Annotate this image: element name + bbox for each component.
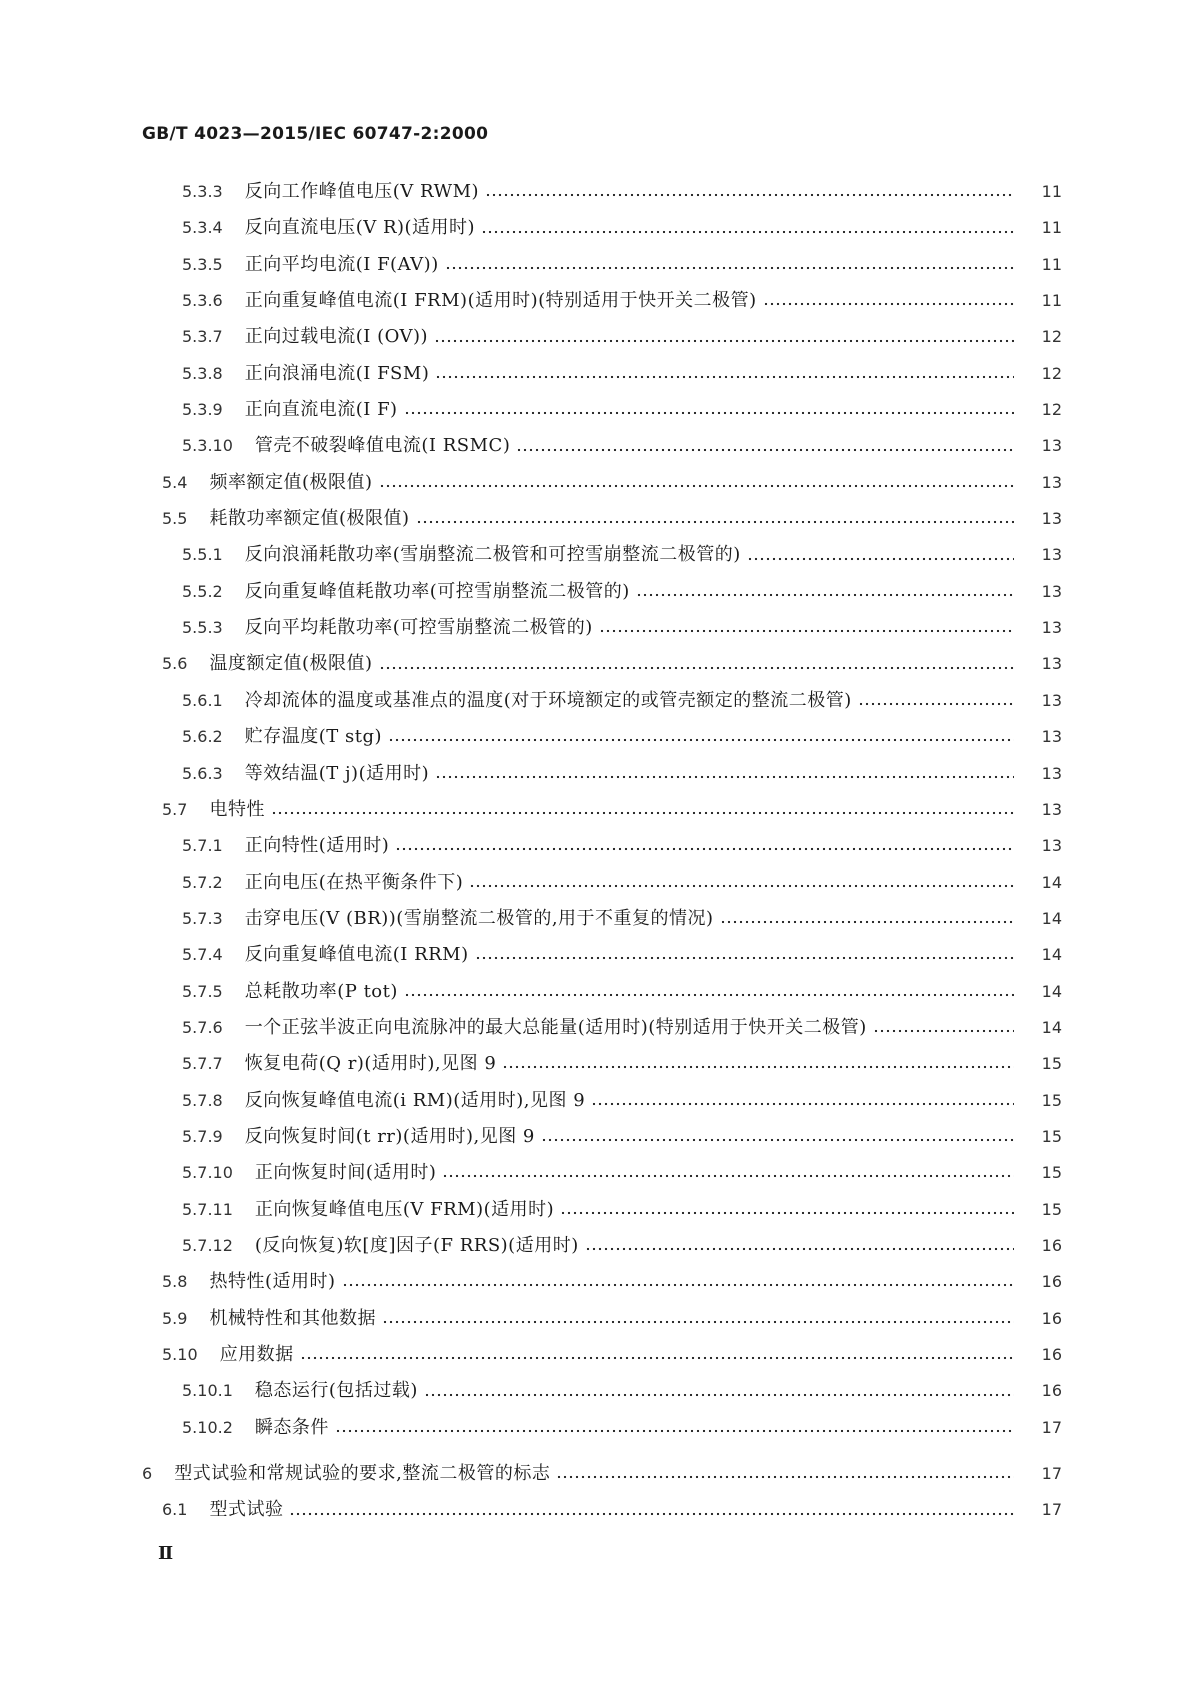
page-number-footer: Ⅱ (158, 1543, 174, 1564)
toc-entry-page: 13 (1041, 799, 1062, 819)
toc-entry-number: 5.5.2 (182, 581, 223, 601)
toc-entry-page: 16 (1041, 1381, 1062, 1401)
toc-entry-number: 5.3.3 (182, 182, 223, 201)
toc-entry[interactable] (0, 1410, 1191, 1446)
toc-entry[interactable] (0, 174, 1191, 210)
toc-entry-page: 11 (1041, 291, 1062, 311)
toc-entry-page: 12 (1041, 363, 1062, 383)
toc-entry-number: 5.7.9 (182, 1126, 223, 1146)
dot-leader (469, 884, 1014, 888)
toc-entry-number: 5.10.1 (182, 1381, 233, 1401)
toc-entry-number: 5.7.5 (182, 981, 223, 1001)
toc-entry-title: 击穿电压(V (BR))(雪崩整流二极管的,用于不重复的情况) (244, 907, 714, 929)
toc-entry-title: 热特性(适用时) (209, 1271, 336, 1293)
toc-entry-title: 频率额定值(极限值) (209, 471, 373, 493)
toc-entry-title: 反向平均耗散功率(可控雪崩整流二极管的) (244, 617, 593, 639)
dot-leader (335, 1429, 1014, 1433)
dot-leader (435, 375, 1014, 379)
toc-entry-number: 5.8 (162, 1272, 188, 1292)
toc-entry-number: 5.10 (162, 1345, 198, 1364)
toc-entry-page: 13 (1041, 836, 1062, 856)
toc-entry-title: 冷却流体的温度或基准点的温度(对于环境额定的或管壳额定的整流二极管) (244, 689, 852, 711)
toc-entry[interactable] (0, 247, 1191, 283)
toc-entry[interactable] (0, 828, 1191, 864)
table-of-contents (0, 174, 1191, 1529)
toc-entry[interactable] (0, 1264, 1191, 1300)
toc-entry-number: 5.4 (162, 472, 188, 492)
toc-entry-page: 16 (1041, 1272, 1062, 1292)
toc-entry-number: 5.3.6 (182, 291, 223, 311)
toc-entry-page: 13 (1041, 763, 1062, 783)
toc-entry-number: 5.3.7 (182, 327, 223, 347)
toc-entry[interactable] (0, 610, 1191, 646)
document-code-header: GB/T 4023—2015/IEC 60747-2:2000 (142, 124, 489, 144)
toc-entry-number: 5.6 (162, 654, 188, 674)
toc-entry-number: 5.3.10 (182, 436, 233, 456)
toc-entry[interactable] (0, 428, 1191, 464)
toc-entry[interactable] (0, 1010, 1191, 1046)
toc-entry-title: 正向恢复峰值电压(V FRM)(适用时) (254, 1198, 555, 1220)
toc-entry-number: 5.7.6 (182, 1017, 223, 1037)
toc-entry[interactable] (0, 1228, 1191, 1264)
toc-entry-number: 5.7.12 (182, 1235, 233, 1255)
toc-entry[interactable] (0, 1337, 1191, 1373)
toc-entry-page: 15 (1041, 1199, 1062, 1219)
dot-leader (591, 1102, 1014, 1106)
toc-entry[interactable] (0, 683, 1191, 719)
toc-entry-page: 15 (1041, 1054, 1062, 1074)
toc-entry-number: 5.5 (162, 509, 188, 529)
toc-entry-number: 5.7.4 (182, 945, 223, 965)
dot-leader (516, 448, 1014, 452)
toc-entry-title: 反向浪涌耗散功率(雪崩整流二极管和可控雪崩整流二极管的) (244, 544, 741, 566)
toc-entry-title: 正向电压(在热平衡条件下) (244, 871, 464, 893)
toc-entry-number: 5.5.1 (182, 545, 223, 565)
toc-entry[interactable] (0, 646, 1191, 682)
toc-entry[interactable] (0, 319, 1191, 355)
toc-entry[interactable] (0, 974, 1191, 1010)
toc-entry-title: 正向过载电流(I (OV)) (244, 326, 429, 348)
dot-leader (485, 193, 1014, 197)
dot-leader (720, 920, 1014, 924)
toc-entry-number: 5.9 (162, 1308, 188, 1328)
toc-entry-number: 5.6.3 (182, 763, 223, 783)
toc-entry-number: 5.7.1 (182, 836, 223, 856)
toc-entry-title: 耗散功率额定值(极限值) (209, 508, 410, 530)
toc-entry[interactable] (0, 865, 1191, 901)
toc-entry-title: 反向工作峰值电压(V RWM) (244, 181, 480, 202)
toc-entry-number: 5.7.11 (182, 1199, 233, 1219)
toc-entry-page: 14 (1041, 981, 1062, 1001)
toc-entry-page: 14 (1041, 908, 1062, 928)
dot-leader (585, 1247, 1014, 1251)
toc-entry-title: 反向直流电压(V R)(适用时) (244, 217, 476, 239)
toc-entry[interactable] (0, 1373, 1191, 1409)
dot-leader (502, 1065, 1014, 1069)
toc-entry[interactable] (0, 1083, 1191, 1119)
toc-entry-page: 15 (1041, 1126, 1062, 1146)
toc-entry-number: 5.3.5 (182, 254, 223, 274)
dot-leader (763, 302, 1014, 306)
toc-entry-title: 一个正弦半波正向电流脉冲的最大总能量(适用时)(特别适用于快开关二极管) (244, 1016, 867, 1038)
toc-entry[interactable] (0, 356, 1191, 392)
toc-entry-title: 反向恢复时间(t rr)(适用时),见图 9 (244, 1125, 535, 1147)
toc-entry-number: 5.7.10 (182, 1163, 233, 1183)
dot-leader (442, 1174, 1014, 1178)
toc-entry-number: 6.1 (162, 1500, 188, 1520)
dot-leader (434, 339, 1014, 343)
toc-entry[interactable] (0, 283, 1191, 319)
dot-leader (560, 1211, 1014, 1215)
toc-entry-page: 12 (1041, 400, 1062, 420)
dot-leader (873, 1029, 1014, 1033)
toc-entry-title: 总耗散功率(P tot) (244, 980, 398, 1002)
dot-leader (636, 593, 1014, 597)
toc-entry[interactable] (0, 537, 1191, 573)
dot-leader (541, 1138, 1014, 1142)
toc-entry[interactable] (0, 1492, 1191, 1528)
toc-entry-page: 14 (1041, 872, 1062, 892)
toc-entry-number: 5.7.2 (182, 872, 223, 892)
toc-entry-page: 11 (1041, 254, 1062, 274)
dot-leader (379, 484, 1015, 488)
toc-entry-number: 5.6.1 (182, 690, 223, 710)
toc-entry-title: 型式试验 (209, 1499, 284, 1521)
dot-leader (475, 956, 1014, 960)
toc-entry-number: 5.3.4 (182, 218, 223, 238)
toc-entry[interactable] (0, 1456, 1191, 1492)
toc-entry[interactable] (0, 210, 1191, 246)
toc-entry-title: 正向平均电流(I F(AV)) (244, 253, 439, 275)
toc-entry[interactable] (0, 465, 1191, 501)
dot-leader (382, 1320, 1014, 1324)
toc-entry-page: 12 (1041, 327, 1062, 347)
toc-entry[interactable] (0, 1301, 1191, 1337)
toc-entry[interactable] (0, 392, 1191, 428)
toc-entry-title: 温度额定值(极限值) (209, 653, 373, 675)
toc-entry-title: 型式试验和常规试验的要求,整流二极管的标志 (174, 1463, 551, 1485)
toc-entry-number: 5.10.2 (182, 1417, 233, 1437)
toc-entry-title: 反向重复峰值耗散功率(可控雪崩整流二极管的) (244, 580, 630, 602)
toc-entry-page: 11 (1041, 218, 1062, 238)
toc-entry-page: 16 (1041, 1308, 1062, 1328)
toc-entry-page: 13 (1041, 727, 1062, 747)
toc-entry-number: 5.3.8 (182, 363, 223, 383)
toc-entry[interactable] (0, 1155, 1191, 1191)
toc-entry-page: 13 (1041, 654, 1062, 674)
dot-leader (481, 230, 1014, 234)
toc-entry-page: 15 (1041, 1090, 1062, 1110)
toc-entry-number: 5.7.8 (182, 1090, 223, 1110)
toc-entry[interactable] (0, 574, 1191, 610)
toc-entry-page: 13 (1041, 690, 1062, 710)
dot-leader (342, 1283, 1015, 1287)
dot-leader (858, 702, 1014, 706)
toc-entry-title: 反向恢复峰值电流(i RM)(适用时),见图 9 (244, 1089, 586, 1111)
dot-leader (395, 847, 1014, 851)
dot-leader (435, 775, 1014, 779)
toc-entry-page: 13 (1041, 581, 1062, 601)
toc-entry[interactable] (0, 756, 1191, 792)
dot-leader (289, 1512, 1014, 1516)
dot-leader (404, 411, 1014, 415)
dot-leader (556, 1475, 1014, 1479)
toc-entry-title: 反向重复峰值电流(I RRM) (244, 944, 469, 966)
toc-entry-page: 13 (1041, 472, 1062, 492)
toc-entry-page: 13 (1041, 436, 1062, 456)
dot-leader (599, 629, 1014, 633)
dot-leader (445, 266, 1014, 270)
toc-entry[interactable] (0, 719, 1191, 755)
dot-leader (379, 666, 1015, 670)
toc-entry-title: 恢复电荷(Q r)(适用时),见图 9 (244, 1053, 497, 1075)
toc-entry-page: 13 (1041, 618, 1062, 638)
toc-entry-page: 13 (1041, 545, 1062, 565)
toc-entry[interactable] (0, 1046, 1191, 1082)
dot-leader (300, 1356, 1014, 1360)
toc-entry[interactable] (0, 901, 1191, 937)
toc-entry-number: 5.3.9 (182, 400, 223, 420)
toc-entry[interactable] (0, 501, 1191, 537)
dot-leader (424, 1393, 1014, 1397)
toc-entry-page: 14 (1041, 945, 1062, 965)
toc-entry-title: 正向直流电流(I F) (244, 399, 398, 421)
toc-entry-title: 瞬态条件 (254, 1416, 329, 1438)
toc-entry-number: 5.5.3 (182, 618, 223, 638)
toc-entry-title: 正向浪涌电流(I FSM) (244, 362, 430, 384)
dot-leader (271, 811, 1014, 815)
toc-entry-page: 17 (1041, 1464, 1062, 1484)
toc-entry-title: 机械特性和其他数据 (209, 1307, 376, 1329)
toc-entry-page: 17 (1041, 1500, 1062, 1520)
toc-entry-title: (反向恢复)软[度]因子(F RRS)(适用时) (254, 1234, 579, 1256)
dot-leader (404, 993, 1014, 997)
toc-entry-page: 16 (1041, 1235, 1062, 1255)
toc-entry-page: 11 (1041, 182, 1062, 201)
toc-entry-number: 5.7.3 (182, 908, 223, 928)
toc-entry-title: 正向恢复时间(适用时) (254, 1162, 437, 1184)
toc-entry[interactable] (0, 1192, 1191, 1228)
toc-entry[interactable] (0, 1119, 1191, 1155)
toc-entry-title: 正向重复峰值电流(I FRM)(适用时)(特别适用于快开关二极管) (244, 290, 757, 312)
toc-entry-title: 正向特性(适用时) (244, 835, 390, 857)
toc-entry-number: 5.7.7 (182, 1054, 223, 1074)
dot-leader (416, 520, 1015, 524)
toc-entry-page: 15 (1041, 1163, 1062, 1183)
toc-entry-number: 6 (142, 1464, 153, 1484)
toc-entry-title: 电特性 (209, 798, 265, 820)
toc-entry-title: 稳态运行(包括过载) (254, 1380, 418, 1402)
toc-entry-number: 5.7 (162, 799, 188, 819)
toc-entry-title: 等效结温(T j)(适用时) (244, 762, 430, 784)
toc-entry-page: 17 (1041, 1417, 1062, 1437)
toc-entry-page: 13 (1041, 509, 1062, 529)
toc-entry[interactable] (0, 937, 1191, 973)
toc-entry-title: 应用数据 (219, 1344, 294, 1365)
toc-entry-page: 16 (1041, 1345, 1062, 1364)
dot-leader (747, 557, 1014, 561)
toc-entry-page: 14 (1041, 1017, 1062, 1037)
toc-entry-number: 5.6.2 (182, 727, 223, 747)
toc-entry-title: 管壳不破裂峰值电流(I RSMC) (254, 435, 511, 457)
toc-entry-title: 贮存温度(T stg) (244, 726, 382, 748)
toc-entry[interactable] (0, 792, 1191, 828)
dot-leader (388, 738, 1014, 742)
